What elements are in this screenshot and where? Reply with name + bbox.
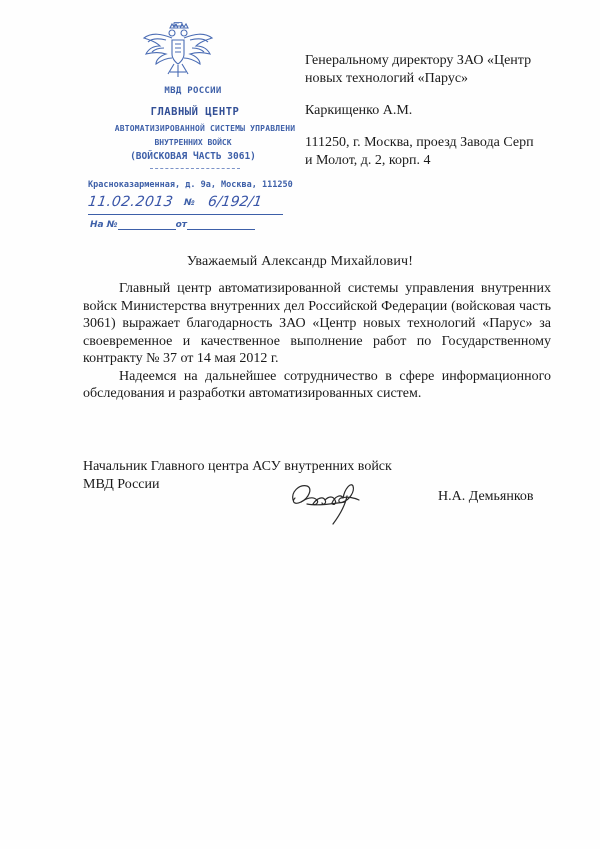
addressee-name: Каркищенко А.М. (305, 103, 413, 118)
double-headed-eagle-emblem-icon (142, 22, 214, 82)
body-paragraph-2: Надеемся на дальнейшее сотрудничество в сфере информационного обследования и разработки автоматизированных систем. (83, 368, 551, 401)
signatory-title-line2: МВД России (83, 477, 160, 492)
reference-prefix: На № (90, 220, 118, 230)
signatory-title-line1: Начальник Главного центра АСУ внутренних войск (83, 459, 392, 474)
reference-date-blank (187, 229, 255, 230)
reference-from-label: от (175, 220, 187, 230)
addressee-address-line1: 111250, г. Москва, проезд Завода Серп (305, 135, 534, 150)
letterhead-address: Красноказарменная, д. 9а, Москва, 111250 (88, 180, 293, 190)
reference-row (90, 220, 290, 236)
registration-row (88, 194, 283, 215)
letterhead-org: МВД РОССИИ (164, 86, 222, 96)
letterhead-asu-line: АВТОМАТИЗИРОВАННОЙ СИСТЕМЫ УПРАВЛЕНИ (114, 124, 296, 133)
addressee-block (305, 52, 555, 170)
letterhead-divider (150, 168, 240, 173)
reference-number-blank (118, 229, 176, 230)
addressee-address-line2: и Молот, д. 2, корп. 4 (305, 153, 431, 168)
addressee-position-line1: Генеральному директору ЗАО «Центр (305, 53, 532, 68)
handwritten-signature-icon (287, 478, 367, 528)
registration-number: 6/192/1 (206, 194, 264, 210)
body-paragraph-1: Главный центр автоматизированной системы управления внутренних войск Министерства внутренних дел Российской Федерации (войсковая часть 3061) выражает благодарность ЗАО «Центр новых технологий «Парус» за своевременное и качественное выполнение работ по Государственному контракту № 37 от 14 мая 2012 г. (83, 281, 551, 366)
letterhead-unit: (ВОЙСКОВАЯ ЧАСТЬ 3061) (130, 151, 256, 162)
salutation: Уважаемый Александр Михайлович! (186, 254, 414, 269)
letter-body (83, 280, 551, 403)
letterhead-troops: ВНУТРЕННИХ ВОЙСК (154, 138, 232, 147)
signer-name: Н.А. Демьянков (438, 489, 534, 504)
registration-number-label: № (184, 198, 195, 208)
letterhead-center-name: ГЛАВНЫЙ ЦЕНТР (150, 106, 240, 118)
addressee-position-line2: новых технологий «Парус» (305, 71, 469, 86)
registration-date: 11.02.2013 (86, 194, 175, 210)
letterhead-stamp (80, 22, 310, 242)
